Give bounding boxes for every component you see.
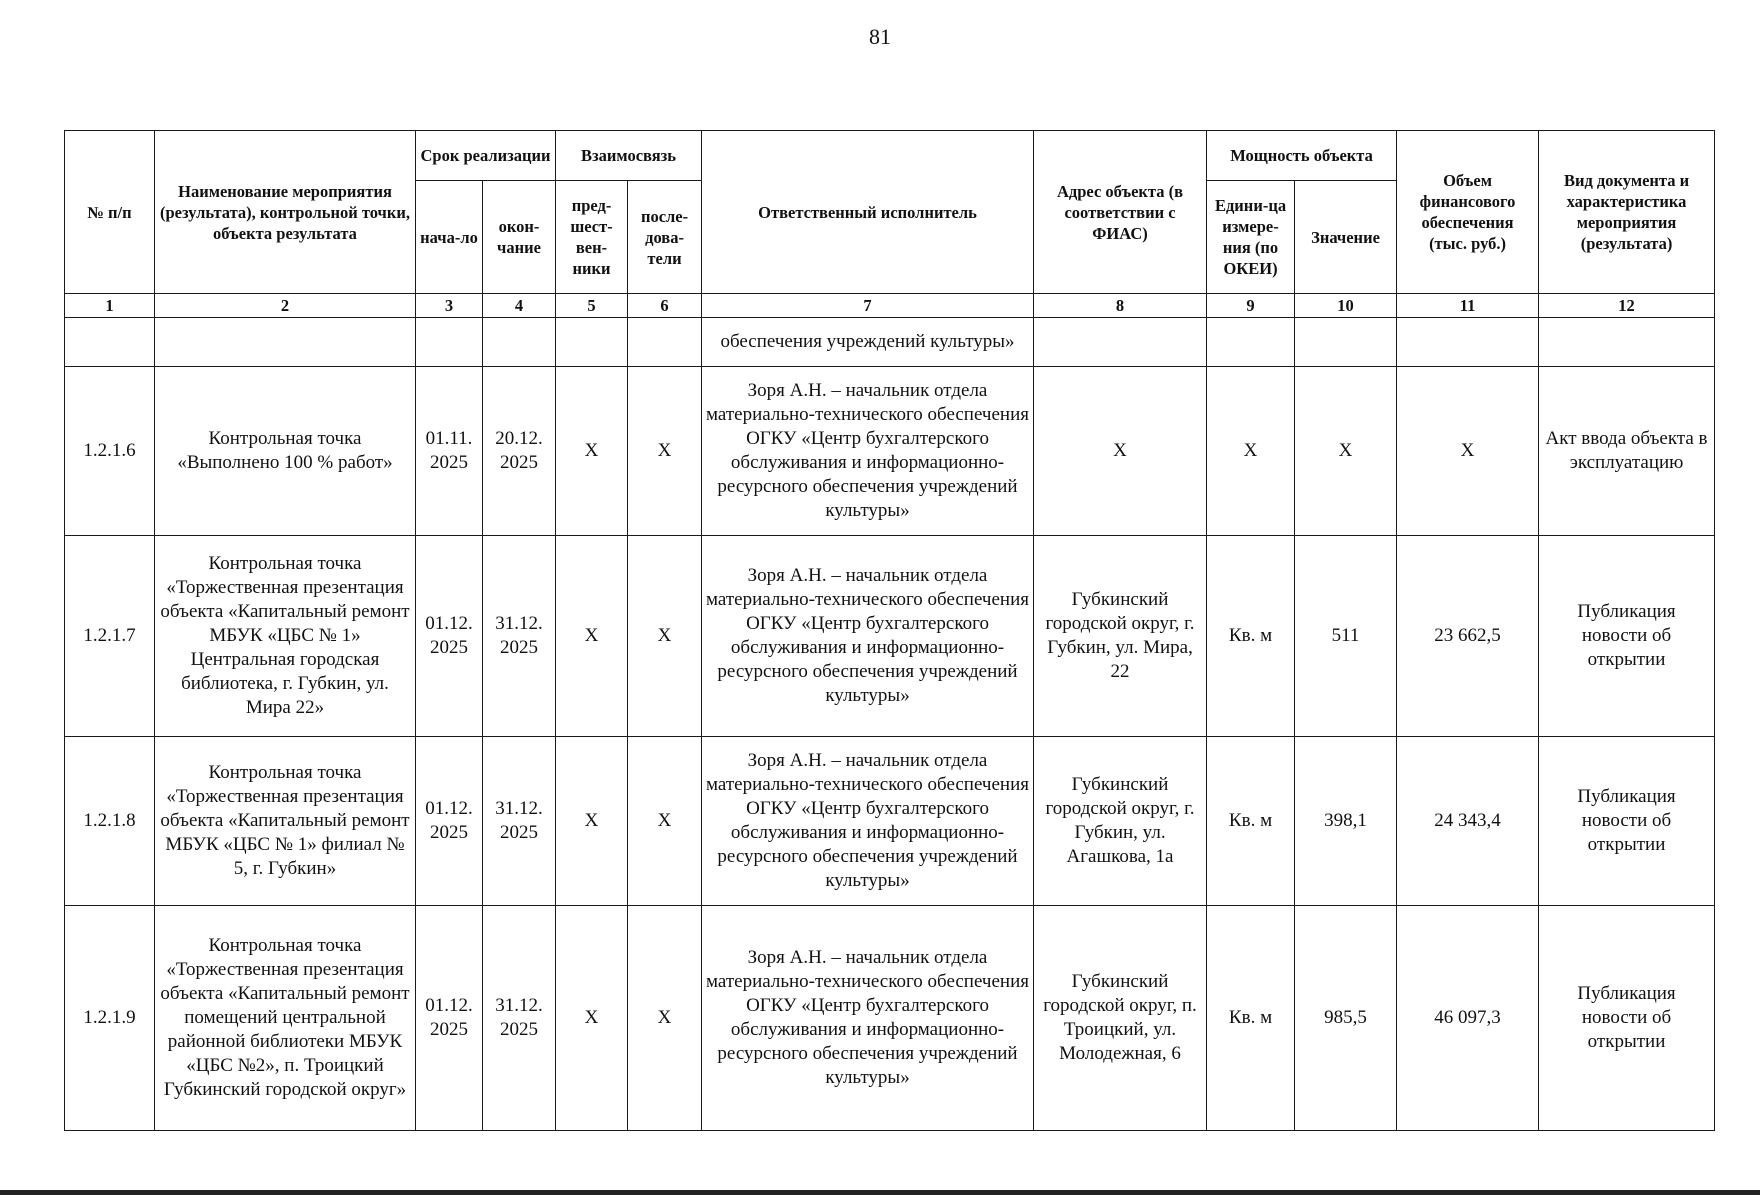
col-number: 11 xyxy=(1397,294,1539,318)
header-relation: Взаимосвязь xyxy=(556,131,702,181)
row-finance: 24 343,4 xyxy=(1397,737,1539,906)
col-number: 10 xyxy=(1295,294,1397,318)
col-number: 2 xyxy=(155,294,416,318)
row-executor: Зоря А.Н. – начальник отдела материально-технического обеспечения ОГКУ «Центр бухгалтерского обслуживания и информационно-ресурсного обеспечения учреждений культуры» xyxy=(702,737,1034,906)
header-num: № п/п xyxy=(65,131,155,294)
row-start: 01.11. 2025 xyxy=(416,367,483,536)
row-end: 20.12. 2025 xyxy=(483,367,556,536)
row-start: 01.12. 2025 xyxy=(416,906,483,1131)
row-succ: X xyxy=(628,737,702,906)
table-row xyxy=(65,737,1715,906)
table-row xyxy=(65,906,1715,1131)
col-number: 7 xyxy=(702,294,1034,318)
row-name: Контрольная точка «Торжественная презентация объекта «Капитальный ремонт МБУК «ЦБС № 1» Центральная городская библиотека, г. Губкин, ул. Мира 22» xyxy=(155,536,416,737)
col-number: 4 xyxy=(483,294,556,318)
col-number: 8 xyxy=(1034,294,1207,318)
header-executor: Ответственный исполнитель xyxy=(702,131,1034,294)
page-number: 81 xyxy=(869,24,891,49)
row-finance: X xyxy=(1397,367,1539,536)
header-predecessors: пред-шест-вен-ники xyxy=(556,181,628,294)
row-pred: X xyxy=(556,737,628,906)
col-number: 12 xyxy=(1539,294,1715,318)
col-number: 1 xyxy=(65,294,155,318)
row-unit: Кв. м xyxy=(1207,536,1295,737)
row-value: 511 xyxy=(1295,536,1397,737)
row-num: 1.2.1.8 xyxy=(65,737,155,906)
row-executor: Зоря А.Н. – начальник отдела материально-технического обеспечения ОГКУ «Центр бухгалтерского обслуживания и информационно-ресурсного обеспечения учреждений культуры» xyxy=(702,367,1034,536)
column-numbers-row xyxy=(65,294,1715,318)
row-doc: Акт ввода объекта в эксплуатацию xyxy=(1539,367,1715,536)
header-term-start: нача-ло xyxy=(416,181,483,294)
header-term: Срок реализации xyxy=(416,131,556,181)
col-number: 5 xyxy=(556,294,628,318)
header-doc: Вид документа и характеристика мероприятия (результата) xyxy=(1539,131,1715,294)
row-doc: Публикация новости об открытии xyxy=(1539,906,1715,1131)
row-name: Контрольная точка «Выполнено 100 % работ» xyxy=(155,367,416,536)
row-executor: Зоря А.Н. – начальник отдела материально-технического обеспечения ОГКУ «Центр бухгалтерского обслуживания и информационно-ресурсного обеспечения учреждений культуры» xyxy=(702,906,1034,1131)
continuation-row xyxy=(65,318,1715,367)
row-address: Губкинский городской округ, г. Губкин, ул. Мира, 22 xyxy=(1034,536,1207,737)
plan-table xyxy=(64,130,1715,1131)
header-unit: Едини-ца измере-ния (по ОКЕИ) xyxy=(1207,181,1295,294)
row-doc: Публикация новости об открытии xyxy=(1539,536,1715,737)
row-end: 31.12. 2025 xyxy=(483,906,556,1131)
header-address: Адрес объекта (в соответствии с ФИАС) xyxy=(1034,131,1207,294)
row-value: 398,1 xyxy=(1295,737,1397,906)
col-number: 9 xyxy=(1207,294,1295,318)
header-successors: после-дова-тели xyxy=(628,181,702,294)
row-value: 985,5 xyxy=(1295,906,1397,1131)
row-pred: X xyxy=(556,367,628,536)
row-start: 01.12. 2025 xyxy=(416,737,483,906)
header-name: Наименование мероприятия (результата), контрольной точки, объекта результата xyxy=(155,131,416,294)
row-succ: X xyxy=(628,536,702,737)
row-finance: 23 662,5 xyxy=(1397,536,1539,737)
row-num: 1.2.1.6 xyxy=(65,367,155,536)
row-doc: Публикация новости об открытии xyxy=(1539,737,1715,906)
row-name: Контрольная точка «Торжественная презентация объекта «Капитальный ремонт помещений центральной районной библиотеки МБУК «ЦБС №2», п. Троицкий Губкинский городской округ» xyxy=(155,906,416,1131)
row-name: Контрольная точка «Торжественная презентация объекта «Капитальный ремонт МБУК «ЦБС № 1» филиал № 5, г. Губкин» xyxy=(155,737,416,906)
row-succ: X xyxy=(628,906,702,1131)
row-end: 31.12. 2025 xyxy=(483,737,556,906)
header-term-end: окон-чание xyxy=(483,181,556,294)
row-value: X xyxy=(1295,367,1397,536)
row-succ: X xyxy=(628,367,702,536)
row-pred: X xyxy=(556,906,628,1131)
row-pred: X xyxy=(556,536,628,737)
table-row xyxy=(65,536,1715,737)
row-address: Губкинский городской округ, п. Троицкий, ул. Молодежная, 6 xyxy=(1034,906,1207,1131)
row-num: 1.2.1.9 xyxy=(65,906,155,1131)
row-executor: Зоря А.Н. – начальник отдела материально-технического обеспечения ОГКУ «Центр бухгалтерского обслуживания и информационно-ресурсного обеспечения учреждений культуры» xyxy=(702,536,1034,737)
row-start: 01.12. 2025 xyxy=(416,536,483,737)
header-capacity: Мощность объекта xyxy=(1207,131,1397,181)
row-finance: 46 097,3 xyxy=(1397,906,1539,1131)
row-unit: X xyxy=(1207,367,1295,536)
scan-edge-divider xyxy=(0,1190,1760,1195)
row-end: 31.12. 2025 xyxy=(483,536,556,737)
header-row-1 xyxy=(65,131,1715,181)
row-address: Губкинский городской округ, г. Губкин, ул. Агашкова, 1а xyxy=(1034,737,1207,906)
table-row xyxy=(65,367,1715,536)
header-finance: Объем финансового обеспечения (тыс. руб.) xyxy=(1397,131,1539,294)
row-num: 1.2.1.7 xyxy=(65,536,155,737)
row-unit: Кв. м xyxy=(1207,737,1295,906)
col-number: 3 xyxy=(416,294,483,318)
col-number: 6 xyxy=(628,294,702,318)
row-unit: Кв. м xyxy=(1207,906,1295,1131)
continuation-executor: обеспечения учреждений культуры» xyxy=(702,318,1034,367)
header-value: Значение xyxy=(1295,181,1397,294)
row-address: X xyxy=(1034,367,1207,536)
